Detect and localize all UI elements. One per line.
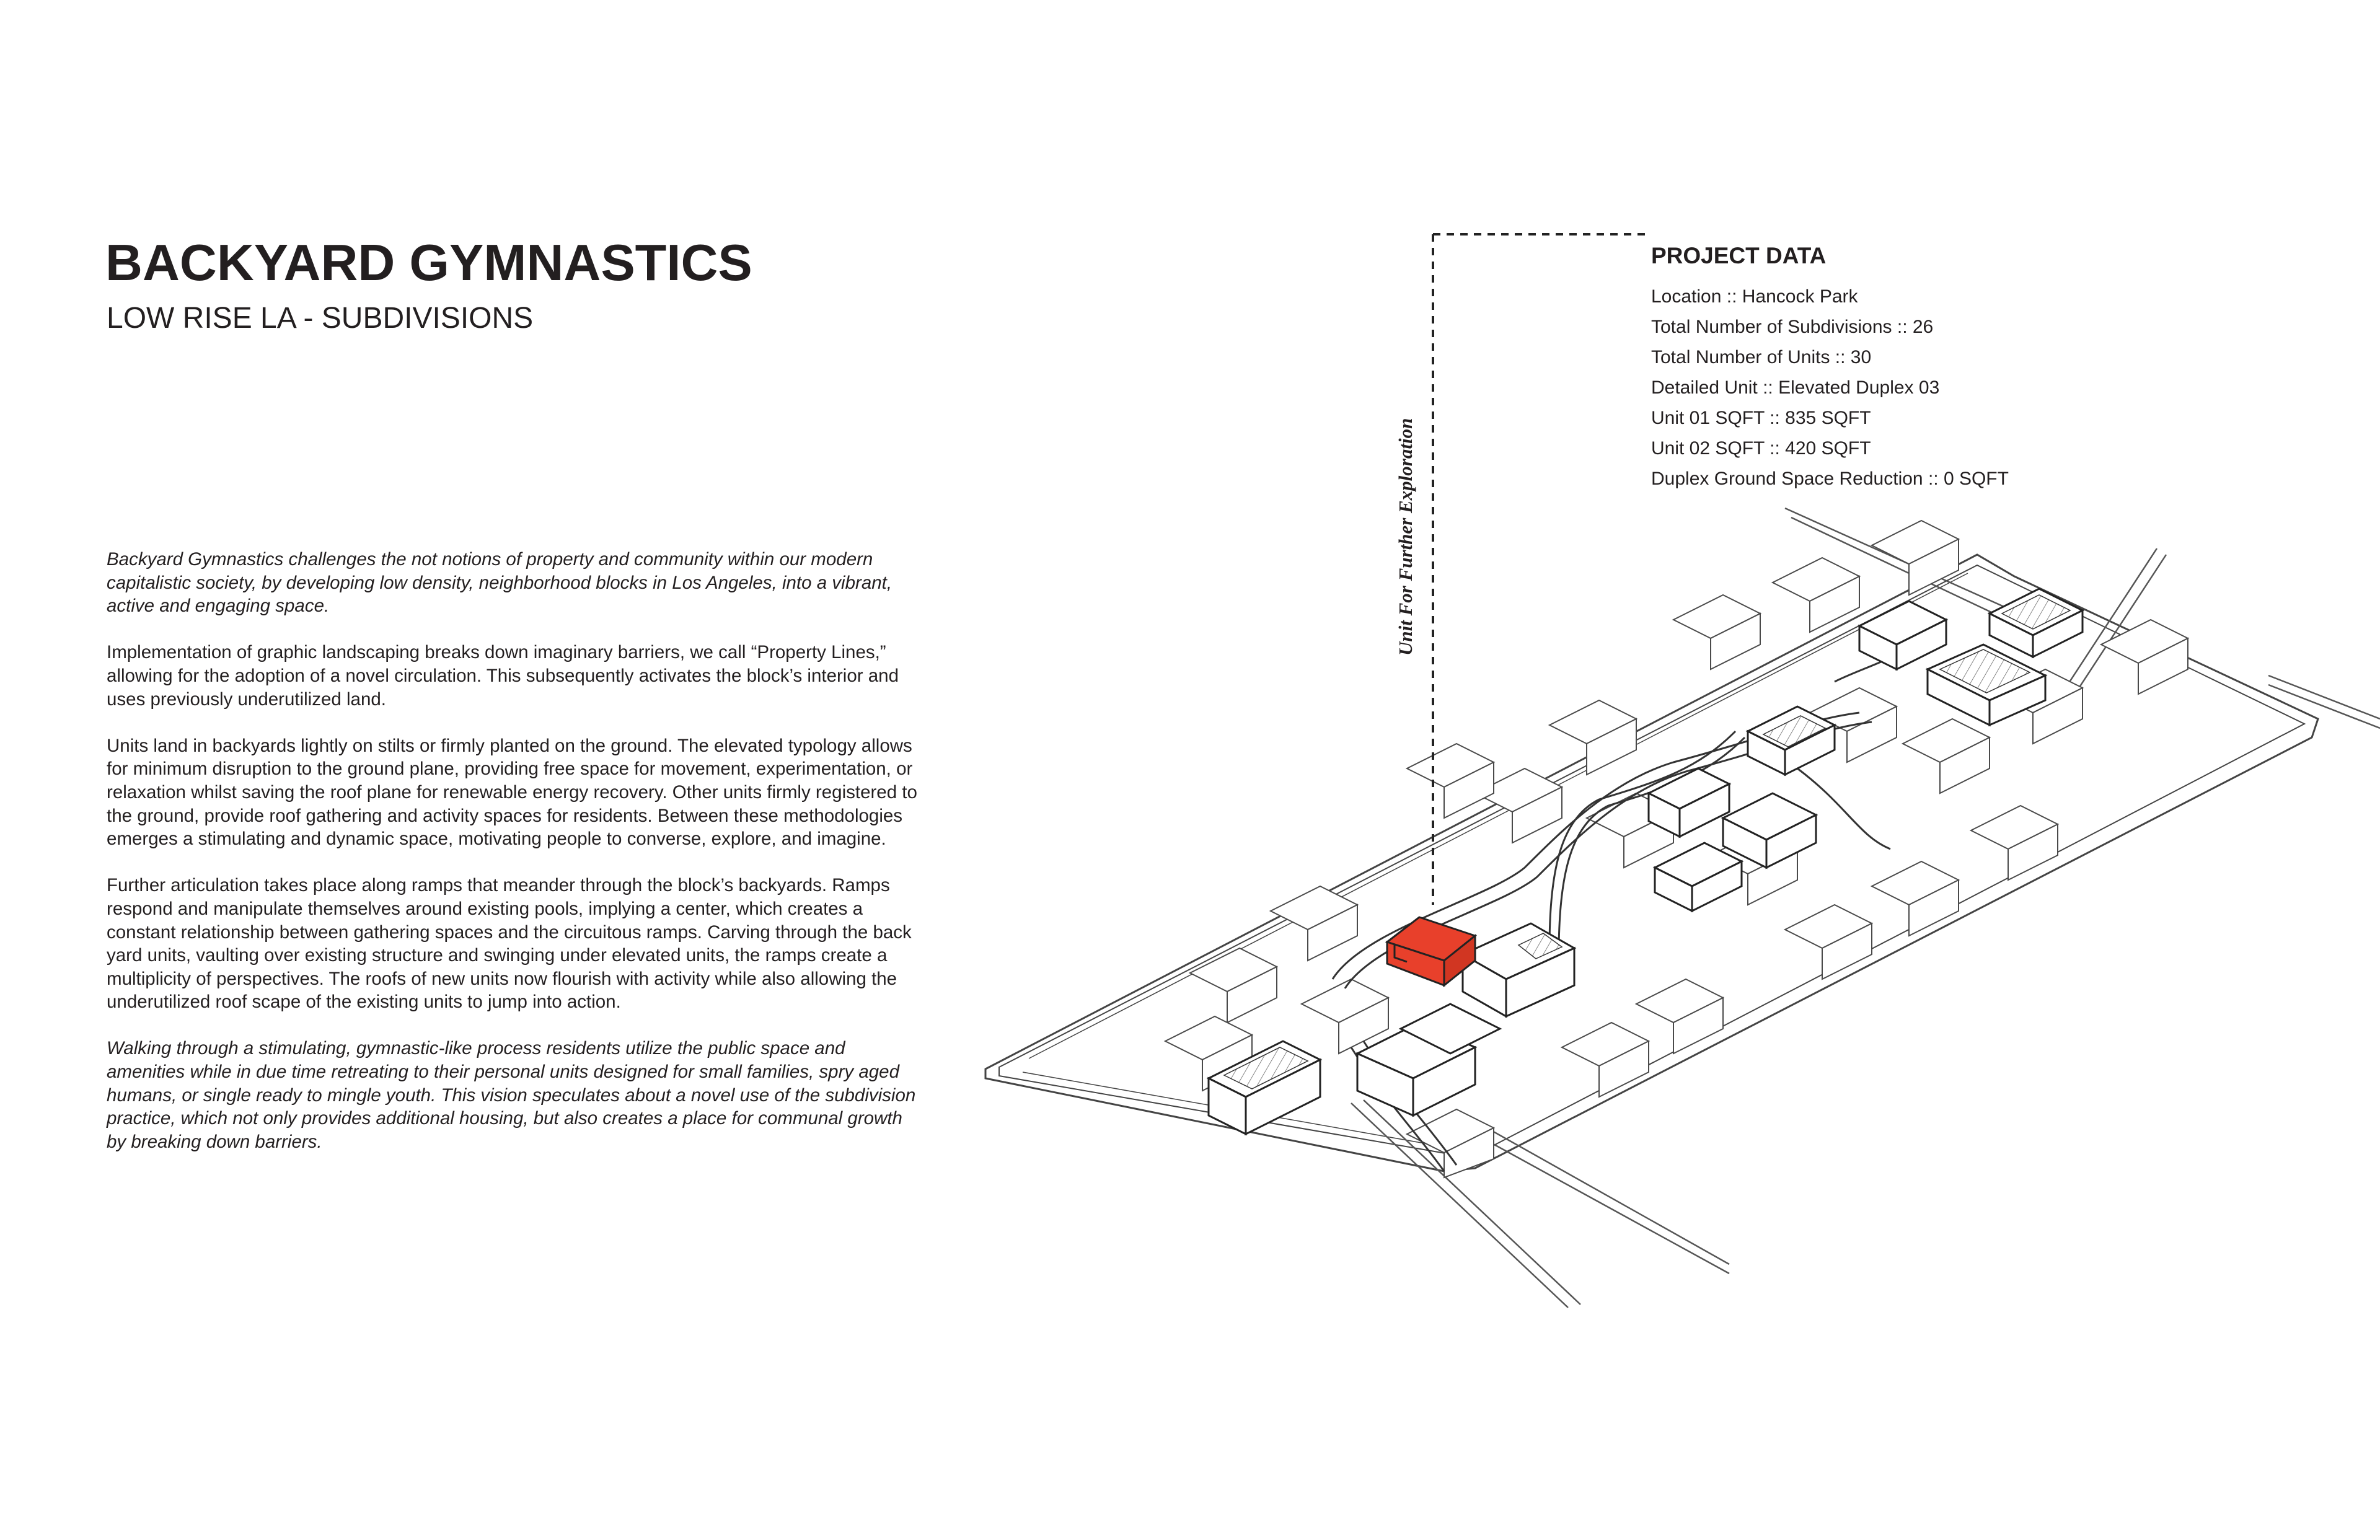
project-data-panel xyxy=(1651,244,2009,494)
project-data-item: Unit 02 SQFT :: 420 SQFT xyxy=(1651,438,1871,459)
project-data-item: Unit 01 SQFT :: 835 SQFT xyxy=(1651,407,1871,428)
unit-callout-label: Unit For Further Exploration xyxy=(1395,418,1416,656)
description-paragraph-5: Walking through a stimulating, gymnastic-like process residents utilize the public space and amenities while in due time retreating to their personal units designed for small families, spry aged humans, or single ready to mingle youth. This vision speculates about a novel use of the subdivision practice, which not only provides additional housing, but also creates a place for communal growth by breaking down barriers. xyxy=(107,1038,916,1152)
description-paragraph-4: Further articulation takes place along ramps that meander through the block’s backyards. Ramps respond and manipulate themselves around existing pools, implying a center, which creates a constant relationship between gathering spaces and the circuitous ramps. Carving through the back yard units, vaulting over existing structure and swinging under elevated units, the ramps create a multiplicity of perspectives. The roofs of new units now flourish with activity while also allowing the underutilized roof scape of the existing units to jump into action. xyxy=(107,875,912,1013)
description-paragraph-2: Implementation of graphic landscaping breaks down imaginary barriers, we call “Property Lines,” allowing for the adoption of a novel circulation. This subsequently activates the block’s interior and uses previously underutilized land. xyxy=(107,642,899,710)
project-data-list xyxy=(1651,281,2009,494)
project-data-item: Detailed Unit :: Elevated Duplex 03 xyxy=(1651,377,1940,398)
project-data-heading: PROJECT DATA xyxy=(1651,243,1827,268)
project-data-item: Total Number of Units :: 30 xyxy=(1651,346,1872,367)
description-paragraph-3: Units land in backyards lightly on stilts or firmly planted on the ground. The elevated typology allows for minimum disruption to the ground plane, providing free space for movement, experimentation, or relaxation whilst saving the roof plane for renewable energy recovery. Other units firmly registered to the ground, provide roof gathering and activity spaces for residents. Between these methodologies emerges a stimulating and dynamic space, motivating people to converse, explore, and imagine. xyxy=(107,735,917,850)
description-paragraph-1: Backyard Gymnastics challenges the not notions of property and community within our modern capitalistic society, by developing low density, neighborhood blocks in Los Angeles, into a vibrant, active and engaging space. xyxy=(107,549,892,617)
project-data-item: Duplex Ground Space Reduction :: 0 SQFT xyxy=(1651,468,2009,489)
page-title: BACKYARD GYMNASTICS xyxy=(105,234,752,291)
project-data-item: Location :: Hancock Park xyxy=(1651,286,1858,307)
page-subtitle: LOW RISE LA - SUBDIVISIONS xyxy=(107,302,534,335)
project-data-item: Total Number of Subdivisions :: 26 xyxy=(1651,316,1934,337)
